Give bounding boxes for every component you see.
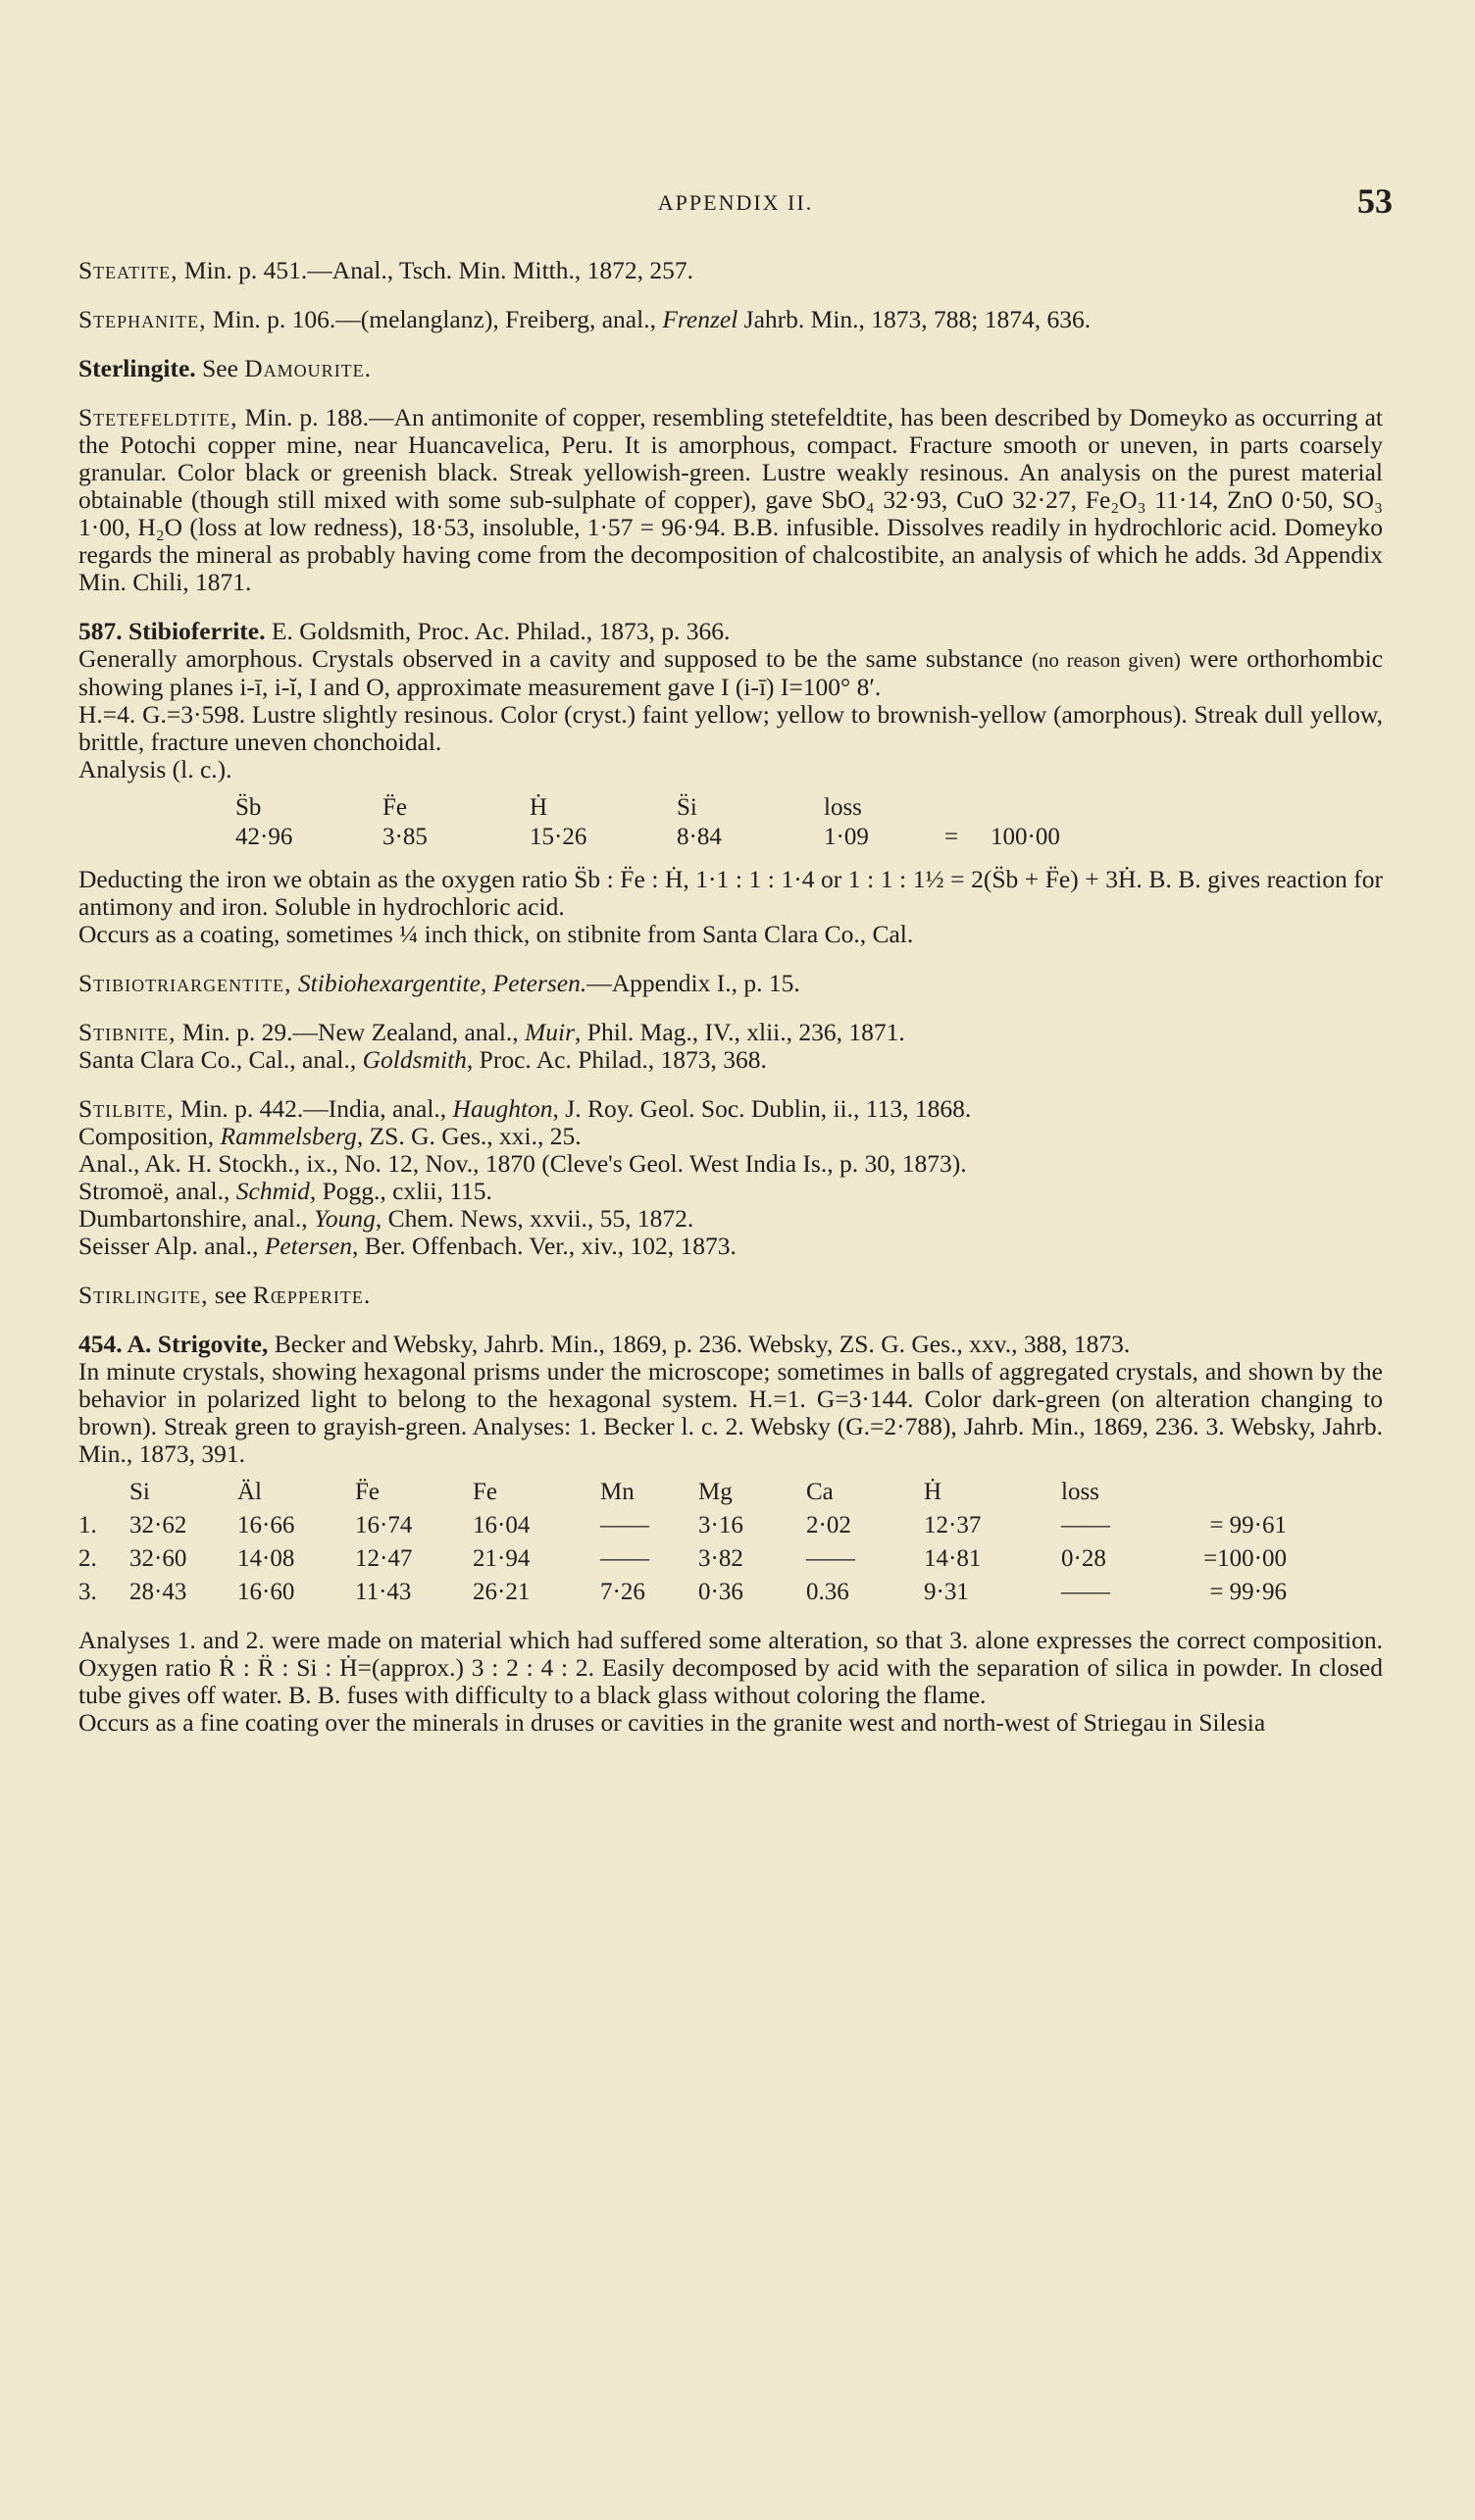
entry-reference: E. Goldsmith, Proc. Ac. Philad., 1873, p. 366. [265,617,731,645]
entry-text: Jahrb. Min., 1873, 788; 1874, 636. [738,305,1092,333]
entry-text: , J. Roy. Geol. Soc. Dublin, ii., 113, 1868. [552,1094,972,1123]
analysis-header-cell: loss [824,794,862,821]
entry-name: Stibnite, [78,1018,177,1046]
entry-name: Stibioferrite. [128,617,266,645]
analysis-header-cell [991,793,1108,823]
entry-stibnite [78,1019,1383,1074]
table-cell: 3·16 [698,1512,743,1538]
entry-name: Stetefeldtite, [78,403,238,431]
synonym: Stibiohexargentite, Petersen. [297,969,587,997]
table-cell: = 99·96 [1209,1579,1287,1605]
entry-stirlingite [78,1282,1383,1309]
entry-stilbite [78,1095,1383,1260]
table-cell: 2·02 [806,1512,851,1538]
analysis-header-cell: S̈b [235,794,262,821]
entry-text: Min. p. 106.—(melanglanz), Freiberg, anal., [206,305,663,333]
entry-stibioferrite [78,618,1383,948]
entry-name: Strigovite, [157,1330,269,1358]
entry-text: Min. p. 29.—New Zealand, anal., [176,1018,526,1046]
occurrence-text: Occurs as a fine coating over the minerals in druses or cavities in the granite west and north-west of Striegau in Silesia [78,1708,1266,1737]
table-cell: 2. [78,1545,97,1572]
cross-reference: Damourite. [244,354,373,382]
analysis-value-cell: 8·84 [677,824,722,850]
analysis-value-row [235,823,1383,852]
entry-text: Stromoë, anal., [78,1177,236,1205]
analysis-value-cell: = [943,824,959,850]
entry-text: Seisser Alp. anal., [78,1232,265,1260]
table-header-cell [1169,1476,1287,1509]
analyses-table-header [78,1476,1287,1509]
cross-reference: Rœpperite. [252,1281,372,1309]
entry-number: 454. A. [78,1330,152,1358]
analysis-header-cell: Ḣ [530,794,548,821]
analysis-value-cell: 100·00 [991,824,1060,850]
table-cell: 32·62 [129,1512,187,1538]
entry-strigovite [78,1331,1383,1737]
table-cell: 14·81 [924,1545,982,1572]
table-cell: —— [1061,1512,1110,1538]
table-cell: 21·94 [473,1545,531,1572]
table-header-cell: Mn [600,1479,635,1505]
page-number: 53 [1357,181,1393,221]
entry-text: See [195,354,245,382]
author-name: Petersen [264,1232,353,1260]
table-row [78,1542,1287,1576]
table-cell: 16·04 [473,1512,531,1538]
entry-stibiotriargentite [78,970,1383,997]
entry-text: , Pogg., cxlii, 115. [309,1177,492,1205]
entry-name: Stilbite, [78,1094,175,1123]
analysis-value-cell: 1·09 [824,824,869,850]
table-row [78,1576,1287,1609]
entry-text: , Ber. Offenbach. Ver., xiv., 102, 1873. [352,1232,737,1260]
page-content [78,257,1383,1758]
oxygen-ratio-text: Deducting the iron we obtain as the oxygen ratio S̈b : F̈e : Ḣ, 1·1 : 1 : 1·4 or 1 : 1 : 1½ = 2(S̈b + F̈e) + 3Ḣ. B. B. gives reaction for antimony and iron. Soluble in hydrochloric acid. [78,865,1383,921]
entry-name: Stirlingite, [78,1281,209,1309]
entry-text: Anal., Ak. H. Stockh., ix., No. 12, Nov., 1870 (Cleve's Geol. West India Is., p. 30, 1873). [78,1149,967,1178]
entry-text: , Chem. News, xxvii., 55, 1872. [375,1204,694,1233]
entry-text: Min. p. 442.—India, anal., [174,1094,453,1123]
analysis-value-cell: 42·96 [235,824,293,850]
table-cell: 1. [78,1512,97,1538]
table-cell: 28·43 [129,1579,187,1605]
author-name: Rammelsberg [220,1122,357,1150]
author-name: Haughton [452,1094,553,1123]
table-header-cell: Mg [698,1479,733,1505]
analyses-table [78,1476,1287,1609]
table-header-cell: Ca [806,1479,834,1505]
table-cell: 16·66 [237,1512,295,1538]
table-cell: 11·43 [355,1579,412,1605]
author-name: Muir [525,1018,576,1046]
entry-text: Min. p. 451.—Anal., Tsch. Min. Mitth., 1872, 257. [178,256,693,284]
entry-reference: Becker and Websky, Jahrb. Min., 1869, p. 236. Websky, ZS. G. Ges., xxv., 388, 1873. [268,1330,1131,1358]
table-cell: 0·28 [1061,1545,1106,1572]
table-cell: 16·74 [355,1512,413,1538]
table-cell: =100·00 [1203,1545,1287,1572]
table-cell: 12·47 [355,1545,413,1572]
table-row [78,1509,1287,1542]
analysis-header-cell: S̈i [677,794,697,821]
entry-text: Dumbartonshire, anal., [78,1204,315,1233]
description: In minute crystals, showing hexagonal prisms under the microscope; sometimes in balls of aggregated crystals, and shown by the behavior in polarized light to belong to the hexagonal system. H.=1. G=3·144. Color dark-green (on alteration changing to brown). Streak green to grayish-green. Analyses: 1. Becker l. c. 2. Websky (G.=2·788), Jahrb. Min., 1869, 236. 3. Websky, Jahrb. Min., 1873, 391. [78,1357,1383,1468]
table-header-cell: F̈e [355,1479,380,1505]
table-cell: 16·60 [237,1579,295,1605]
entry-stephanite [78,306,1383,333]
table-cell: 9·31 [924,1579,969,1605]
analysis-header-row [235,793,1383,823]
analysis-value-cell: 15·26 [530,824,587,850]
table-cell: = 99·61 [1209,1512,1287,1538]
analysis-header-cell [912,793,991,823]
entry-text: , Phil. Mag., IV., xlii., 236, 1871. [575,1018,905,1046]
table-header-cell [78,1476,129,1509]
table-cell: 3. [78,1579,97,1605]
entry-stetefeldtite [78,404,1383,596]
table-cell: 7·26 [600,1579,645,1605]
description-note: (no reason given) [1031,648,1181,672]
table-cell: 14·08 [237,1545,295,1572]
entry-number: 587. [78,617,123,645]
table-cell: 12·37 [924,1512,982,1538]
description: were orthorhombic showing planes i-ī, i-ĭ, I and O, approximate measurement gave I (i-ī) I=100° 8′. [78,644,1384,701]
table-cell: —— [1061,1579,1110,1605]
author-name: Frenzel [662,305,738,333]
entry-sterlingite [78,355,1383,382]
table-header-cell: Si [129,1479,150,1505]
entry-name: Sterlingite. [78,354,196,382]
entry-text: Min. p. 188.—An antimonite of copper, resembling stetefeldtite, has been described by Domeyko as occurring at the Potochi copper mine, near Huancavelica, Peru. It is amorphous, compact. Fracture smooth or uneven, in parts coarsely granular. Color black or greenish black. Streak yellowish-green. Lustre weakly resinous. An analysis on the purest material obtainable (though still mixed with some sub-sulphate of copper), gave SbO₄ 32·93, CuO 32·27, Fe₂O₃ 11·14, ZnO 0·50, SO₃ 1·00, H₂O (loss at low redness), 18·53, insoluble, 1·57 = 96·94. B.B. infusible. Dissolves readily in hydrochloric acid. Domeyko regards the mineral as probably having come from the decomposition of chalcostibite, an analysis of which he adds. 3d Appendix Min. Chili, 1871. [78,403,1383,596]
properties: H.=4. G.=3·598. Lustre slightly resinous. Color (cryst.) faint yellow; yellow to brownish-yellow (amorphous). Streak dull yellow, brittle, fracture uneven chonchoidal. [78,700,1383,756]
page-header [78,181,1393,235]
entry-text: , ZS. G. Ges., xxi., 25. [356,1122,582,1150]
table-cell: 26·21 [473,1579,531,1605]
entry-text: , Proc. Ac. Philad., 1873, 368. [466,1045,767,1074]
table-header-cell: loss [1061,1479,1099,1505]
analysis-header-cell: F̈e [382,794,407,821]
entry-text: Composition, [78,1122,221,1150]
table-cell: 3·82 [698,1545,743,1572]
author-name: Goldsmith [362,1045,467,1074]
table-cell: —— [600,1545,649,1572]
analysis-value-cell: 3·85 [382,824,428,850]
table-cell: 0.36 [806,1579,849,1605]
running-head: APPENDIX II. [657,190,814,215]
author-name: Schmid [235,1177,310,1205]
description: Generally amorphous. Crystals observed in a cavity and supposed to be the same substance [78,644,1032,673]
table-cell: —— [806,1545,855,1572]
occurrence-text: Occurs as a coating, sometimes ¼ inch thick, on stibnite from Santa Clara Co., Cal. [78,920,914,948]
author-name: Young [314,1204,376,1233]
entry-name: Stephanite, [78,305,207,333]
analysis-discussion: Analyses 1. and 2. were made on material which had suffered some alteration, so that 3. alone expresses the correct composition. Oxygen ratio Ṙ : R̈ : Si : Ḣ=(approx.) 3 : 2 : 4 : 2. Easily decomposed by acid with the separation of silica in powder. In closed tube gives off water. B. B. fuses with difficulty to a black glass without coloring the flame. [78,1626,1383,1709]
entry-text: see [208,1281,253,1309]
table-header-cell: Fe [473,1479,497,1505]
entry-text: —Appendix I., p. 15. [586,969,800,997]
entry-steatite [78,257,1383,284]
analysis-label: Analysis (l. c.). [78,755,232,783]
table-cell: 0·36 [698,1579,743,1605]
entry-name: Steatite, [78,256,178,284]
table-header-cell: Ḣ [924,1479,942,1505]
entry-text: Santa Clara Co., Cal., anal., [78,1045,363,1074]
table-cell: 32·60 [129,1545,187,1572]
table-header-cell: Äl [237,1479,262,1505]
entry-name: Stibiotriargentite, [78,969,292,997]
table-cell: —— [600,1512,649,1538]
